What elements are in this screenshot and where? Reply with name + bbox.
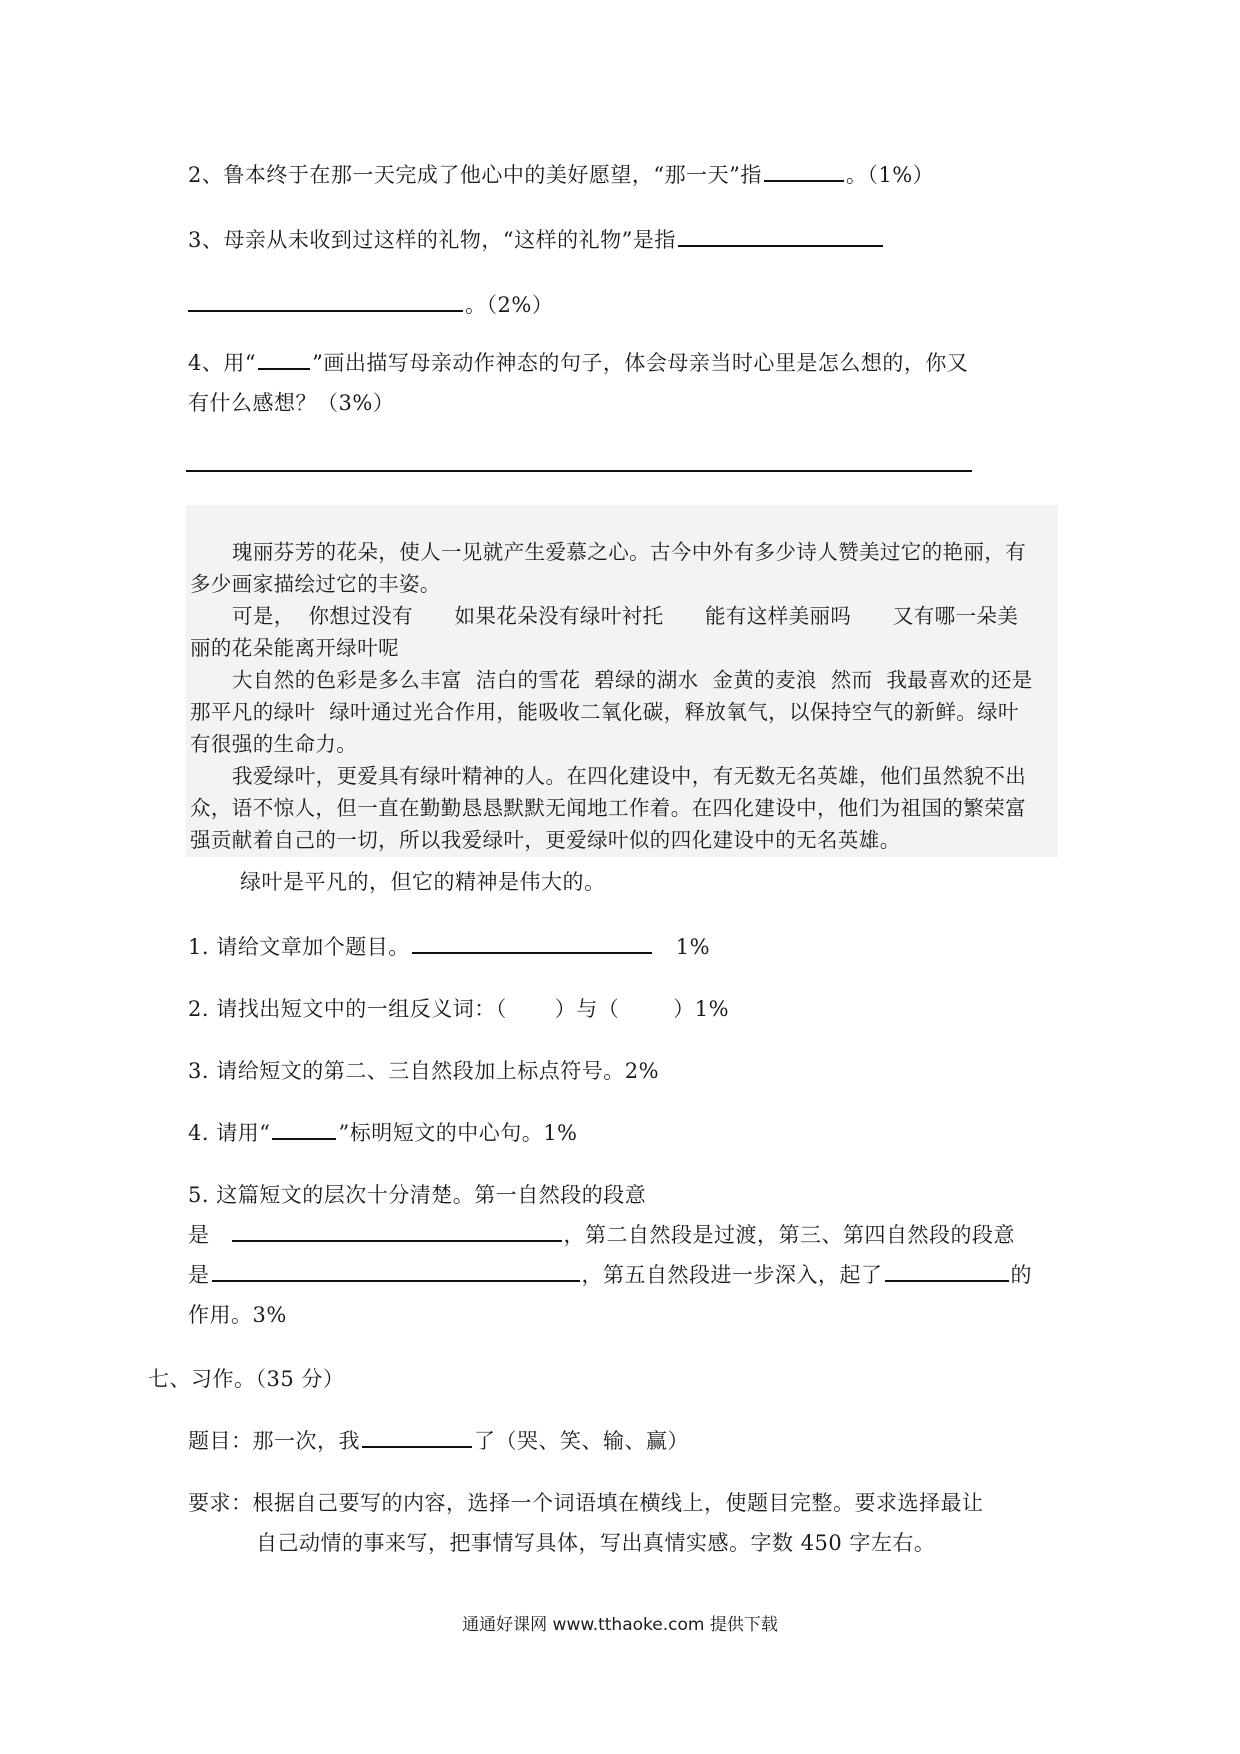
question-text: 是	[188, 1223, 210, 1247]
passage-line: 多少画家描绘过它的丰姿。	[190, 572, 441, 596]
underline-sample	[258, 348, 310, 370]
passage-question-4	[188, 1118, 578, 1148]
question-text-end: ）1%	[673, 997, 730, 1021]
question-2	[188, 160, 934, 190]
title-prefix: 题目：那一次，我	[188, 1429, 360, 1453]
question-2-text: 2、鲁本终于在那一天完成了他心中的美好愿望，“那一天”指	[188, 163, 762, 187]
passage-last-paragraph: 绿叶是平凡的，但它的精神是伟大的。	[240, 870, 606, 894]
question-text: 是	[188, 1263, 210, 1287]
title-suffix: 了（哭、笑、输、赢）	[474, 1429, 689, 1453]
question-4	[188, 348, 968, 378]
question-3-continued	[186, 290, 553, 320]
question-2-score: 。（1%）	[845, 163, 935, 187]
question-prefix: 4. 请用“	[188, 1121, 271, 1145]
passage-line: 强贡献着自己的一切，所以我爱绿叶，更爱绿叶似的四化建设中的无名英雄。	[190, 828, 901, 852]
passage-question-1	[188, 932, 710, 962]
question-4-prefix: 4、用“	[188, 351, 257, 375]
passage-line: 有很强的生命力。	[190, 732, 358, 756]
passage-question-2	[188, 994, 729, 1024]
question-text: ，第五自然段进一步深入，起了	[581, 1263, 883, 1287]
question-text: ，第二自然段是过渡，第三、第四自然段的段意	[563, 1223, 1015, 1247]
underline-sample	[272, 1118, 336, 1140]
passage-line: 丽的花朵能离开绿叶呢	[190, 636, 399, 660]
question-text: 2. 请找出短文中的一组反义词：（	[188, 997, 507, 1021]
answer-blank[interactable]	[212, 1260, 580, 1282]
answer-blank[interactable]	[885, 1260, 1009, 1282]
passage-paragraph-2	[190, 600, 1018, 664]
passage-question-5-line2	[188, 1220, 1015, 1250]
passage-question-5-line4: 作用。3%	[188, 1303, 287, 1327]
passage-question-5-line3	[188, 1260, 1032, 1290]
answer-blank[interactable]	[764, 160, 844, 182]
passage-line: 瑰丽芬芳的花朵，使人一见就产生爱慕之心。古今中外有多少诗人赞美过它的艳丽，有	[232, 540, 1027, 564]
title-blank[interactable]	[362, 1426, 472, 1448]
question-4-line2: 有什么感想？（3%）	[188, 391, 395, 415]
passage-question-5: 5. 这篇短文的层次十分清楚。第一自然段的段意	[188, 1183, 647, 1207]
passage-line: 可是， 你想过没有 如果花朵没有绿叶衬托 能有这样美丽吗 又有哪一朵美	[232, 604, 1019, 628]
composition-title	[188, 1426, 689, 1456]
passage-line: 我爱绿叶，更爱具有绿叶精神的人。在四化建设中，有无数无名英雄，他们虽然貌不出	[232, 764, 1027, 788]
passage-paragraph-1	[190, 536, 1026, 600]
passage-line: 众，语不惊人，但一直在勤勤恳恳默默无闻地工作着。在四化建设中，他们为祖国的繁荣富	[190, 796, 1026, 820]
question-text-mid: ）与（	[554, 997, 620, 1021]
composition-requirement-2: 自己动情的事来写，把事情写具体，写出真情实感。字数 450 字左右。	[256, 1531, 936, 1555]
answer-blank[interactable]	[678, 225, 883, 247]
question-text: 1. 请给文章加个题目。	[188, 935, 410, 959]
answer-blank[interactable]	[188, 290, 463, 312]
answer-blank[interactable]	[412, 932, 652, 954]
section-seven-heading: 七、习作。（35 分）	[148, 1367, 345, 1391]
answer-line[interactable]	[186, 470, 972, 472]
composition-requirement-1: 要求：根据自己要写的内容，选择一个词语填在横线上，使题目完整。要求选择最让	[188, 1491, 984, 1515]
question-suffix: ”标明短文的中心句。1%	[338, 1121, 578, 1145]
answer-blank[interactable]	[232, 1220, 562, 1242]
passage-line: 大自然的色彩是多么丰富 洁白的雪花 碧绿的湖水 金黄的麦浪 然而 我最喜欢的还是	[232, 668, 1033, 692]
question-3-text: 3、母亲从未收到过这样的礼物，“这样的礼物”是指	[188, 228, 676, 252]
question-4-text: ”画出描写母亲动作神态的句子，体会母亲当时心里是怎么想的，你又	[312, 351, 969, 375]
footer-credit: 通通好课网 www.tthaoke.com 提供下载	[462, 1615, 778, 1635]
passage-paragraph-4	[190, 760, 1026, 856]
question-3	[188, 225, 885, 255]
passage-line: 那平凡的绿叶 绿叶通过光合作用，能吸收二氧化碳，释放氧气，以保持空气的新鲜。绿叶	[190, 700, 1019, 724]
question-score: 1%	[675, 935, 711, 959]
passage-question-3: 3. 请给短文的第二、三自然段加上标点符号。2%	[188, 1059, 660, 1083]
question-3-score: 。（2%）	[465, 293, 554, 317]
question-text: 的	[1010, 1263, 1032, 1287]
passage-paragraph-3	[190, 664, 1033, 760]
